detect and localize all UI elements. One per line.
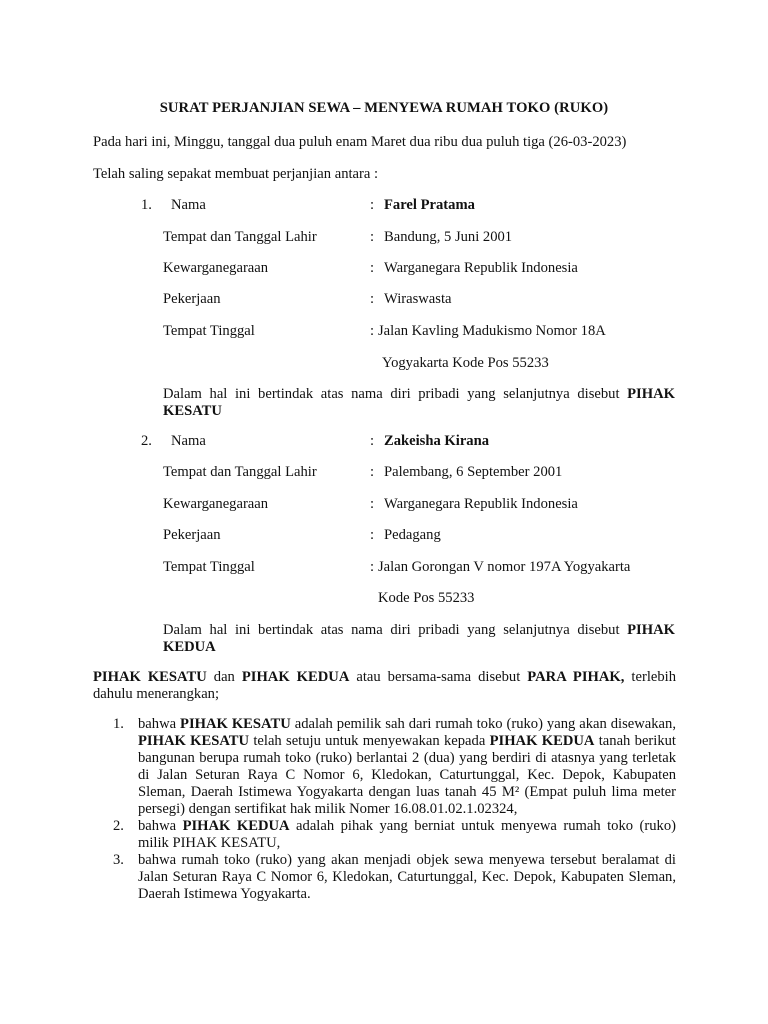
separator: :	[370, 323, 375, 339]
intro-pihak-kedua: PIHAK KEDUA	[241, 669, 350, 685]
statement-text: Dalam hal ini bertindak atas nama diri pribadi yang selanjutnya disebut	[163, 622, 620, 638]
clause-text: bahwa	[138, 818, 177, 834]
separator: :	[370, 559, 375, 575]
party-2-alamat-line-1: Jalan Gorongan V nomor 197A Yogyakarta	[378, 559, 631, 575]
party-1-pekerjaan: Wiraswasta	[384, 291, 452, 307]
clause-number: 1.	[113, 716, 124, 732]
intro-mid: atau bersama-sama disebut	[356, 669, 521, 685]
party-2-ttl: Palembang, 6 September 2001	[384, 464, 563, 480]
separator: :	[370, 197, 375, 213]
intro-rest: terlebih dahulu menerangkan;	[93, 669, 676, 702]
party-2-nama: Zakeisha Kirana	[384, 433, 490, 449]
party-2-statement	[163, 622, 675, 656]
label-kewarganegaraan: Kewarganegaraan	[163, 260, 269, 276]
separator: :	[370, 496, 375, 512]
intro-para-pihak: PARA PIHAK,	[527, 669, 625, 685]
party-1-designation: PIHAK KESATU	[163, 386, 675, 419]
document-title: SURAT PERJANJIAN SEWA – MENYEWA RUMAH TOKO (RUKO)	[159, 100, 609, 116]
separator: :	[370, 291, 375, 307]
label-kewarganegaraan: Kewarganegaraan	[163, 496, 269, 512]
opening-line: Pada hari ini, Minggu, tanggal dua puluh enam Maret dua ribu dua puluh tiga (26-03-2023)	[93, 134, 627, 150]
intro-and: dan	[213, 669, 235, 685]
party-1-number: 1.	[141, 197, 152, 213]
party-2-number: 2.	[141, 433, 152, 449]
clause-text: bahwa rumah toko (ruko) yang akan menjadi objek sewa menyewa tersebut beralamat di Jalan Seturan Raya C Nomor 6, Kledokan, Caturtunggal, Kec. Depok, Kabupaten Sleman, Daerah Istimewa Yogyakarta.	[138, 852, 676, 902]
clause-text: bahwa	[138, 716, 177, 732]
label-ttl: Tempat dan Tanggal Lahir	[163, 464, 317, 480]
party-2-alamat-line-2: Kode Pos 55233	[378, 590, 475, 606]
clause-text: tanah berikut bangunan berupa rumah toko (ruko) berlantai 2 (dua) yang berdiri di atasnya yang terletak di Jalan Seturan Raya C Nomor 6, Kledokan, Caturtunggal, Kec. Depok, Kabupaten Sleman, Daerah Istimewa Yogyakarta dengan luas tanah 45 M² (Empat puluh lima meter persegi) dengan sertifikat hak milik Nomer 16.08.01.02.1.02324,	[138, 733, 676, 817]
party-2-pekerjaan: Pedagang	[384, 527, 441, 543]
clause-item	[93, 852, 676, 903]
clause-text: adalah pihak yang berniat untuk menyewa rumah toko (ruko) milik PIHAK KESATU,	[138, 818, 677, 851]
clause-number: 3.	[113, 852, 124, 868]
party-2-kewarganegaraan: Warganegara Republik Indonesia	[384, 496, 578, 512]
party-1-nama: Farel Pratama	[384, 197, 475, 213]
label-pekerjaan: Pekerjaan	[163, 291, 221, 307]
intro-pihak-kesatu: PIHAK KESATU	[93, 669, 207, 685]
clause-party: PIHAK KEDUA	[182, 818, 290, 834]
party-1-ttl: Bandung, 5 Juni 2001	[384, 229, 513, 245]
clause-number: 2.	[113, 818, 124, 834]
clause-item	[93, 716, 676, 818]
clause-party: PIHAK KESATU	[180, 716, 291, 732]
clause-text: adalah pemilik sah dari rumah toko (ruko) yang akan disewakan,	[294, 716, 676, 732]
party-1-alamat-line-1: Jalan Kavling Madukismo Nomor 18A	[378, 323, 606, 339]
label-tempat-tinggal: Tempat Tinggal	[163, 559, 255, 575]
separator: :	[370, 433, 375, 449]
party-2-designation: PIHAK KEDUA	[163, 622, 675, 655]
label-pekerjaan: Pekerjaan	[163, 527, 221, 543]
clause-item	[93, 818, 676, 852]
separator: :	[370, 527, 375, 543]
agreement-intro: Telah saling sepakat membuat perjanjian antara :	[93, 166, 379, 182]
party-1-statement	[163, 386, 675, 420]
clause-party: PIHAK KEDUA	[489, 733, 595, 749]
clause-text: telah setuju untuk menyewakan kepada	[253, 733, 486, 749]
separator: :	[370, 464, 375, 480]
label-nama: Nama	[171, 433, 206, 449]
clause-list	[93, 716, 676, 903]
separator: :	[370, 260, 375, 276]
separator: :	[370, 229, 375, 245]
label-tempat-tinggal: Tempat Tinggal	[163, 323, 255, 339]
parties-intro-paragraph	[93, 669, 676, 703]
statement-text: Dalam hal ini bertindak atas nama diri pribadi yang selanjutnya disebut	[163, 386, 620, 402]
label-nama: Nama	[171, 197, 206, 213]
party-1-alamat-line-2: Yogyakarta Kode Pos 55233	[382, 355, 549, 371]
party-1-kewarganegaraan: Warganegara Republik Indonesia	[384, 260, 578, 276]
label-ttl: Tempat dan Tanggal Lahir	[163, 229, 317, 245]
clause-party: PIHAK KESATU	[138, 733, 250, 749]
